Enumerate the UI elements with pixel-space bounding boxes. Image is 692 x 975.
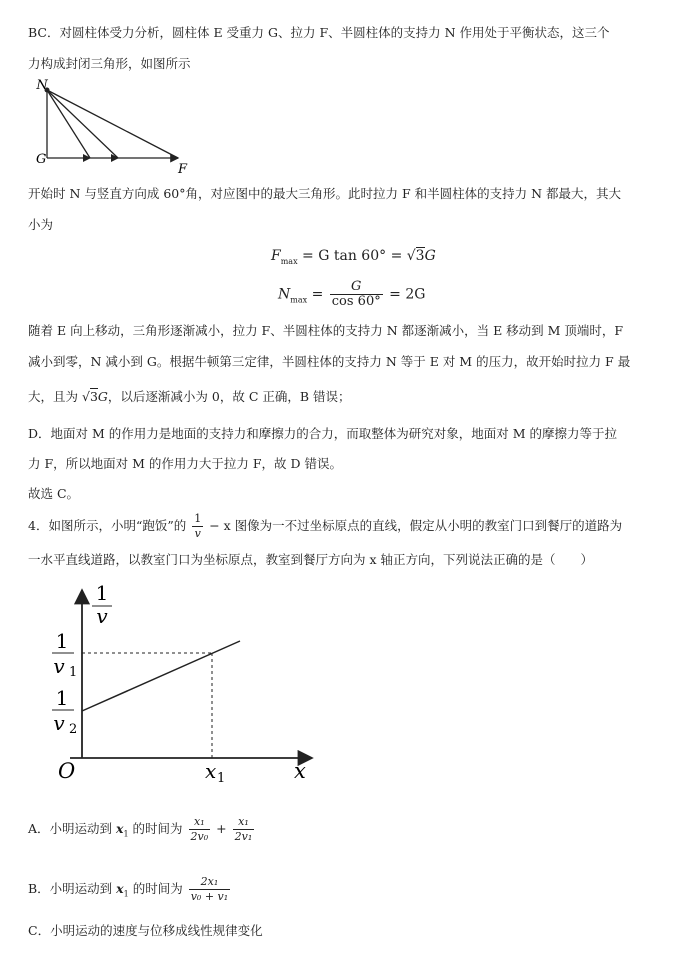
option-a-pre: A．小明运动到 <box>28 821 113 836</box>
p3c-sqrt: 3 <box>89 389 98 404</box>
eq2-sub: max <box>290 295 308 305</box>
tick-1-den: v <box>53 654 65 678</box>
option-a-frac-2-num: x₁ <box>233 815 255 830</box>
answer-line: 故选 C。 <box>28 486 80 501</box>
eq1-sqrt: 3 <box>415 248 425 264</box>
diagonal-force-line-1 <box>47 90 178 158</box>
data-line <box>82 641 240 711</box>
option-a-frac-1-den: 2v₀ <box>190 830 209 843</box>
question-4-line-1 <box>28 512 622 541</box>
d-paragraph-line-1: D．地面对 M 的作用力是地面的支持力和摩擦力的合力，而取整体为研究对象，地面对 M 的摩擦力等于拉 <box>28 426 618 441</box>
tick-2-sub: 2 <box>69 722 78 737</box>
diagonal-force-line-2 <box>47 90 90 158</box>
q4-pre: 4．如图所示，小明“跑饭”的 <box>28 518 187 533</box>
x1-label: x <box>205 759 217 783</box>
option-a-mid: 的时间为 <box>132 821 183 836</box>
option-a-frac-1 <box>189 815 211 844</box>
force-triangle-figure <box>28 78 198 178</box>
tick-2-den: v <box>53 711 65 735</box>
option-b-frac <box>189 875 230 904</box>
eq2-equals: = <box>311 286 324 303</box>
question-4-line-2: 一水平直线道路，以教室门口为坐标原点，教室到餐厅方向为 x 轴正方向，下列说法正确的是（ ） <box>28 552 593 567</box>
eq2-numerator: G <box>330 280 383 295</box>
equation-fmax <box>271 248 436 266</box>
label-g: G <box>36 152 47 167</box>
q4-fraction <box>192 512 203 541</box>
p3c-pre: 大，且为 <box>28 389 79 404</box>
option-b[interactable] <box>28 875 232 904</box>
x-axis-label: x <box>294 759 306 783</box>
arrowhead-1 <box>83 154 91 162</box>
p3c-g: G <box>97 389 108 404</box>
tick-1-sub: 1 <box>69 665 78 680</box>
eq1-rhs: = G tan 60° = <box>302 248 403 264</box>
q4-post: − x 图像为一不过坐标原点的直线，假定从小明的教室门口到餐厅的道路为 <box>209 518 623 533</box>
option-a-frac-2 <box>233 815 255 844</box>
option-a-frac-1-num: x₁ <box>189 815 211 830</box>
option-b-pre: B．小明运动到 <box>28 881 113 896</box>
eq2-denominator: cos 60° <box>331 294 381 309</box>
diagonal-force-line-3 <box>47 90 118 158</box>
q4-frac-num: 1 <box>194 512 202 525</box>
option-b-frac-num: 2x₁ <box>189 875 230 890</box>
bc-paragraph2-line-2: 小为 <box>28 217 54 232</box>
eq2-fraction <box>330 280 383 309</box>
bc-paragraph2-line-1: 开始时 N 与竖直方向成 60°角，对应图中的最大三角形。此时拉力 F 和半圆柱体的支持力 N 都最大，其大 <box>28 186 622 201</box>
d-paragraph-line-2: 力 F，所以地面对 M 的作用力大于拉力 F，故 D 错误。 <box>28 456 343 471</box>
bc-paragraph3-line-1: 随着 E 向上移动，三角形逐渐减小，拉力 F、半圆柱体的支持力 N 都逐渐减小，当 E 移动到 M 顶端时，F <box>28 323 624 338</box>
eq1-lhs: F <box>271 248 281 264</box>
option-a-x: x <box>116 821 124 836</box>
option-b-mid: 的时间为 <box>132 881 183 896</box>
bc-paragraph3-line-3 <box>28 388 351 406</box>
p3c-post: ，以后逐渐减小为 0，故 C 正确，B 错误； <box>107 389 351 404</box>
eq1-g: G <box>424 248 436 264</box>
eq2-rhs: = 2G <box>389 286 426 303</box>
x1-sub: 1 <box>217 771 226 786</box>
eq2-lhs: N <box>278 286 291 303</box>
option-b-x: x <box>116 881 124 896</box>
sqrt-symbol-2: √ <box>82 389 90 404</box>
sqrt-symbol: √ <box>406 248 416 264</box>
tick-1-num: 1 <box>55 629 69 653</box>
eq1-sub: max <box>280 256 298 266</box>
option-a-plus: + <box>216 821 227 836</box>
label-f: F <box>178 162 188 177</box>
q4-frac-den: v <box>194 527 201 540</box>
y-label-den: v <box>96 604 108 628</box>
bc-paragraph-line-1: BC．对圆柱体受力分析，圆柱体 E 受重力 G、拉力 F、半圆柱体的支持力 N 作用处于平衡状态，这三个 <box>28 25 610 40</box>
origin-label: O <box>58 759 76 783</box>
bc-paragraph-line-2: 力构成封闭三角形，如图所示 <box>28 56 191 71</box>
option-a[interactable] <box>28 815 256 844</box>
inverse-velocity-graph <box>40 578 320 790</box>
option-c[interactable]: C．小明运动的速度与位移成线性规律变化 <box>28 923 263 938</box>
option-b-xsub: 1 <box>123 889 129 899</box>
tick-2-num: 1 <box>55 686 69 710</box>
option-a-frac-2-den: 2v₁ <box>234 830 253 843</box>
y-label-num: 1 <box>95 581 109 605</box>
option-a-xsub: 1 <box>123 829 129 839</box>
equation-nmax <box>278 280 425 309</box>
bc-paragraph3-line-2: 减小到零，N 减小到 G。根据牛顿第三定律，半圆柱体的支持力 N 等于 E 对 M 的压力，故开始时拉力 F 最 <box>28 354 631 369</box>
option-b-frac-den: v₀ + v₁ <box>190 890 229 903</box>
label-n: N <box>36 78 48 93</box>
